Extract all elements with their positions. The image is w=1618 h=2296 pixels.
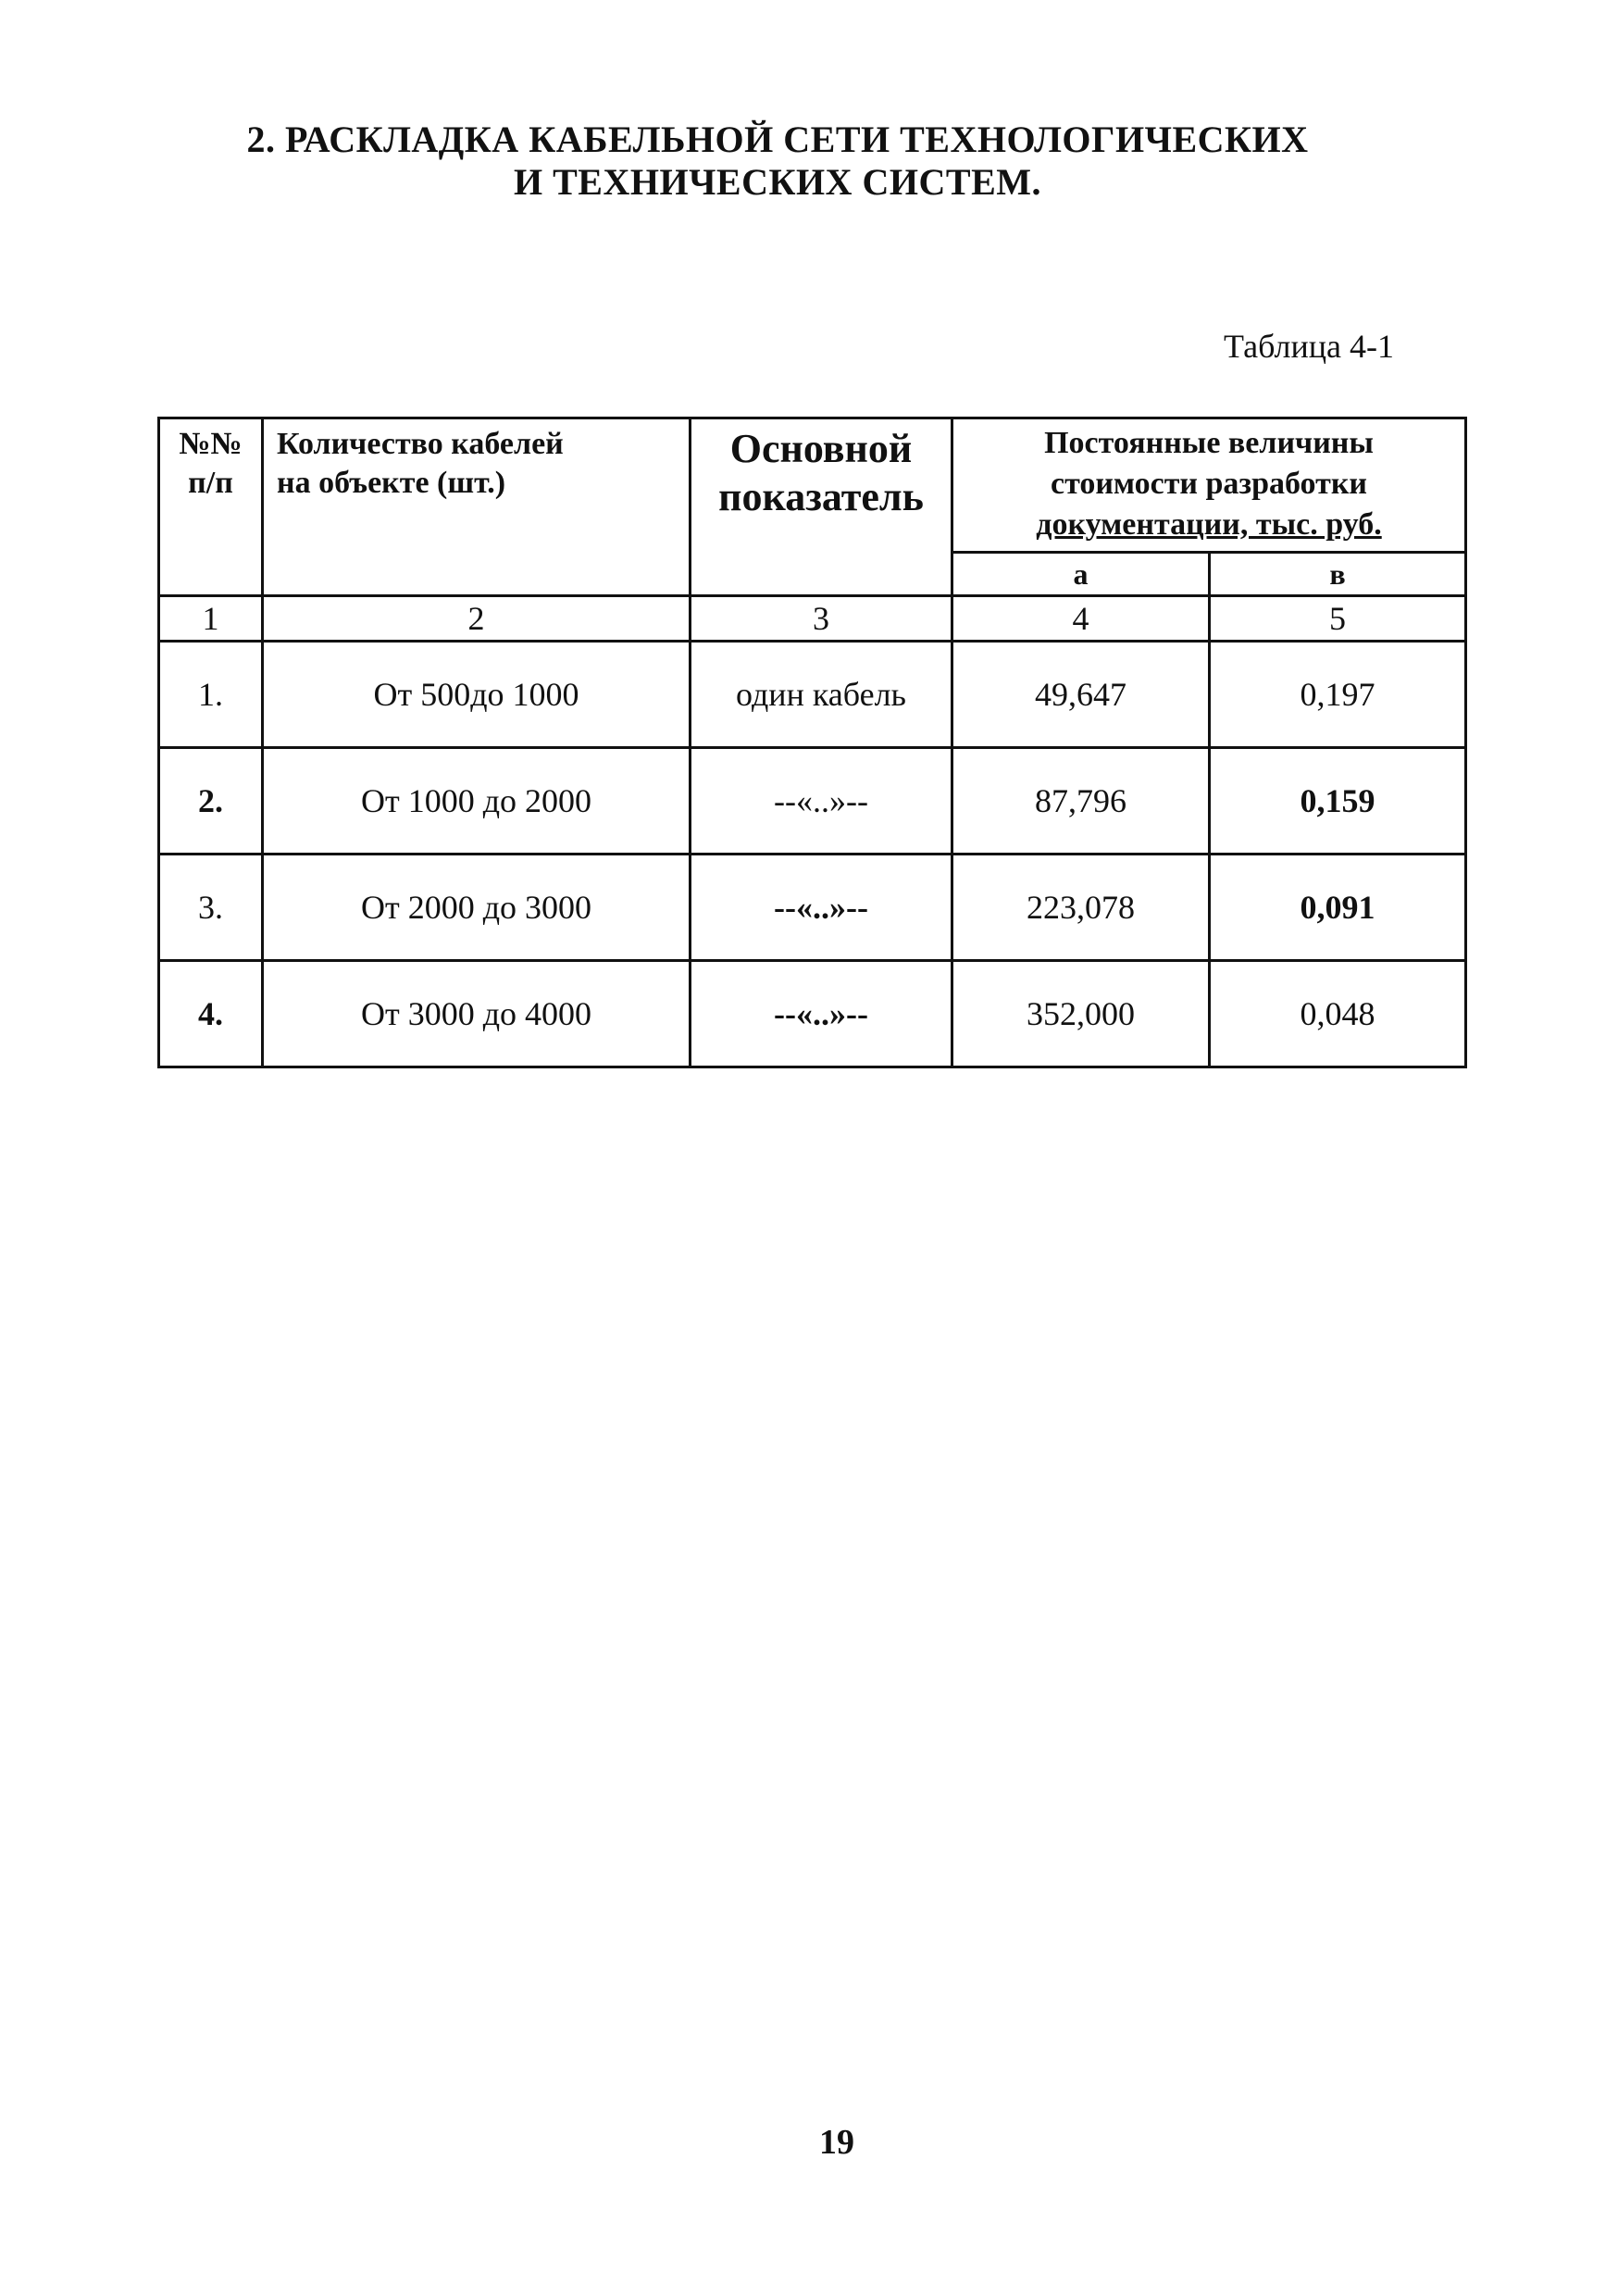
title-line-1: 2. РАСКЛАДКА КАБЕЛЬНОЙ СЕТИ ТЕХНОЛОГИЧЕСКИХ bbox=[246, 119, 1309, 160]
header-num-line-2: п/п bbox=[188, 466, 233, 500]
header-count-line-1: Количество кабелей bbox=[277, 427, 564, 461]
title-line-2: И ТЕХНИЧЕСКИХ СИСТЕМ. bbox=[513, 161, 1041, 203]
row-indicator: --«..»-- bbox=[691, 748, 952, 855]
header-main-line-1: Основной bbox=[729, 426, 913, 471]
row-number: 3. bbox=[159, 855, 263, 961]
column-number-4: 4 bbox=[952, 596, 1210, 642]
header-constant-values bbox=[952, 418, 1466, 553]
row-number: 1. bbox=[159, 642, 263, 748]
row-indicator: один кабель bbox=[691, 642, 952, 748]
column-number-3: 3 bbox=[691, 596, 952, 642]
row-indicator: --«..»-- bbox=[691, 961, 952, 1067]
page-title bbox=[0, 119, 1555, 204]
header-main-line-2: показатель bbox=[718, 474, 924, 519]
header-count-line-2: на объекте (шт.) bbox=[277, 466, 506, 500]
header-cable-count bbox=[263, 418, 691, 596]
table-row bbox=[159, 642, 1466, 748]
row-cable-range: От 2000 до 3000 bbox=[263, 855, 691, 961]
column-number-1: 1 bbox=[159, 596, 263, 642]
table-row bbox=[159, 961, 1466, 1067]
header-num-line-1: №№ bbox=[179, 427, 243, 461]
row-value-a: 352,000 bbox=[952, 961, 1210, 1067]
row-cable-range: От 1000 до 2000 bbox=[263, 748, 691, 855]
header-row bbox=[159, 418, 1466, 553]
row-number: 2. bbox=[159, 748, 263, 855]
subheader-a: а bbox=[952, 553, 1210, 596]
header-const-line-1: Постоянные величины bbox=[1044, 426, 1374, 460]
table-row bbox=[159, 855, 1466, 961]
page-number: 19 bbox=[819, 2123, 854, 2162]
header-const-line-2: стоимости разработки bbox=[1051, 467, 1367, 501]
column-number-row bbox=[159, 596, 1466, 642]
row-value-b: 0,159 bbox=[1210, 748, 1466, 855]
table-row bbox=[159, 748, 1466, 855]
row-number: 4. bbox=[159, 961, 263, 1067]
table-label: Таблица 4-1 bbox=[1224, 328, 1394, 365]
header-main-indicator bbox=[691, 418, 952, 596]
row-cable-range: От 500до 1000 bbox=[263, 642, 691, 748]
column-number-5: 5 bbox=[1210, 596, 1466, 642]
row-value-a: 49,647 bbox=[952, 642, 1210, 748]
row-cable-range: От 3000 до 4000 bbox=[263, 961, 691, 1067]
row-value-b: 0,197 bbox=[1210, 642, 1466, 748]
header-num bbox=[159, 418, 263, 596]
row-indicator: --«..»-- bbox=[691, 855, 952, 961]
row-value-a: 87,796 bbox=[952, 748, 1210, 855]
subheader-b: в bbox=[1210, 553, 1466, 596]
header-const-line-3: документации, тыс. руб. bbox=[1036, 507, 1382, 542]
cost-table bbox=[157, 417, 1467, 1068]
row-value-b: 0,091 bbox=[1210, 855, 1466, 961]
row-value-b: 0,048 bbox=[1210, 961, 1466, 1067]
row-value-a: 223,078 bbox=[952, 855, 1210, 961]
column-number-2: 2 bbox=[263, 596, 691, 642]
